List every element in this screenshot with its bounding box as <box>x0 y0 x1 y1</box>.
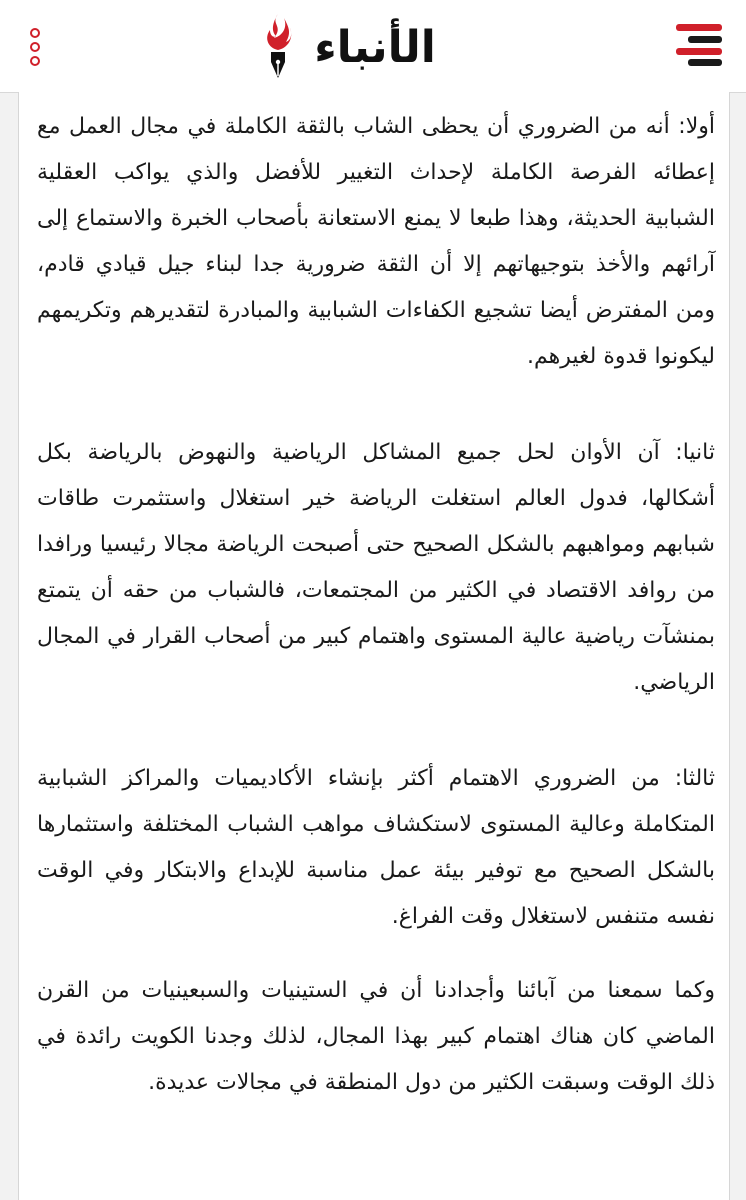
menu-bar <box>688 36 722 43</box>
dot-icon <box>30 56 40 66</box>
article-paragraph: وكما سمعنا من آبائنا وأجدادنا أن في الستينيات والسبعينيات من القرن الماضي كان هناك اهتمام كبير بهذا المجال، لذلك وجدنا الكويت رائدة في ذلك الوقت وسبقت الكثير من دول المنطقة في مجالات عديدة. <box>37 978 715 1095</box>
more-options-button[interactable] <box>26 28 46 68</box>
app-header <box>0 0 746 93</box>
logo-wordmark: الأنباء <box>314 22 436 73</box>
menu-button[interactable] <box>676 24 722 66</box>
dot-icon <box>30 28 40 38</box>
article-paragraph: ثانيا: آن الأوان لحل جميع المشاكل الرياضية والنهوض بالرياضة بكل أشكالها، فدول العالم استغلت الرياضة خير استغلال واستثمرت طاقات شبابهم ومواهبهم بالشكل الصحيح حتى أصبحت الرياضة مجالا رئيسيا ورافدا من روافد الاقتصاد في الكثير من المجتمعات، فالشباب من حقه أن يتمتع بمنشآت رياضية عالية المستوى واهتمام كبير من أصحاب القرار في المجال الرياضي. <box>37 440 715 695</box>
article-body <box>18 92 730 1200</box>
site-logo[interactable] <box>262 12 462 84</box>
menu-bar <box>676 48 722 55</box>
article-paragraph: ثالثا: من الضروري الاهتمام أكثر بإنشاء الأكاديميات والمراكز الشبابية المتكاملة وعالية المستوى لاستكشاف مواهب الشباب المختلفة واستثمارها بالشكل الصحيح مع توفير بيئة عمل مناسبة للإبداع والابتكار وفي الوقت نفسه متنفس لاستغلال وقت الفراغ. <box>37 766 715 929</box>
article-paragraph: أولا: أنه من الضروري أن يحظى الشاب بالثقة الكاملة في مجال العمل مع إعطائه الفرصة الكاملة لإحداث التغيير للأفضل والذي يواكب العقلية الشبابية الحديثة، وهذا طبعا لا يمنع الاستعانة بأصحاب الخبرة والاستماع إلى آرائهم والأخذ بتوجيهاتهم إلا أن الثقة ضرورية جدا لبناء جيل قيادي قادم، ومن المفترض أيضا تشجيع الكفاءات الشبابية والمبادرة لتقديرهم وتكريمهم ليكونوا قدوة لغيرهم. <box>37 114 715 369</box>
dot-icon <box>30 42 40 52</box>
menu-bar <box>676 24 722 31</box>
menu-bar <box>688 59 722 66</box>
